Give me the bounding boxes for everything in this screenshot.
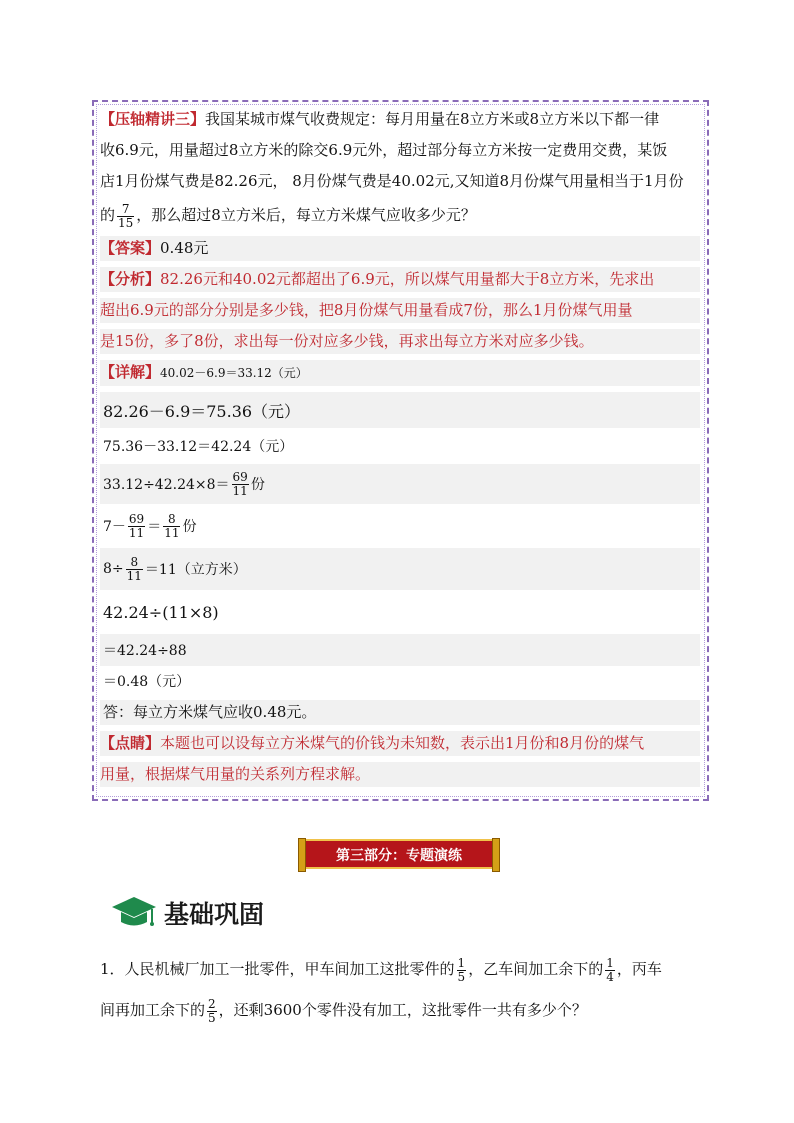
detail-step-5: 7－ $\frac{69}{11}$ ＝ $\frac{8}{11}$ 份 [103,511,197,540]
scroll-roll-left [298,838,306,872]
graduation-cap-icon [110,893,158,933]
comment-text-1: 本题也可以设每立方米煤气的价钱为未知数，表示出1月份和8月份的煤气 [160,734,645,752]
comment-line-2: 用量，根据煤气用量的关系列方程求解。 [100,762,700,787]
question-1-line-2: 间再加工余下的 $\frac{2}{5}$ ，还剩3600个零件没有加工，这批零件一共有多少个？ [100,996,587,1025]
question-1-line-1: 1．人民机械厂加工一批零件，甲车间加工这批零件的 $\frac{1}{5}$ ，乙车间加工余下的 $\frac{1}{4}$ ，丙车 [100,955,662,984]
problem-text-1: 我国某城市煤气收费规定：每月用量在8立方米或8立方米以下都一律 [205,110,660,128]
fraction-1-5: $\frac{1}{5}$ [457,955,466,984]
banner-label: 第三部分：专题演练 [336,848,462,864]
detail-step-7: 42.24÷(11×8) [103,602,219,622]
problem-line-2: 收6.9元，用量超过8立方米的除交6.9元外，超过部分每立方米按一定费用交费，某饭 [100,141,668,159]
problem-content [100,107,700,787]
detail-step-3: 75.36－33.12＝42.24（元） [103,439,294,455]
analysis-line-1 [100,267,700,292]
detail-final: 答：每立方米煤气应收0.48元。 [100,700,700,725]
problem-line-3: 店1月份煤气费是82.26元， 8月份煤气费是40.02元,又知道8月份煤气用量相当于1月份 [100,172,684,190]
fraction-69-11: $\frac{69}{11}$ [232,469,248,498]
fraction-8-11-b: $\frac{8}{11}$ [126,554,142,583]
comment-tag: 【点睛】 [100,734,161,752]
detail-step-4: 33.12÷42.24×8＝ $\frac{69}{11}$ 份 [100,464,700,504]
problem-line-1 [100,107,700,132]
section-title: 基础巩固 [164,900,265,929]
analysis-text-1: 82.26元和40.02元都超出了6.9元，所以煤气用量都大于8立方米，先求出 [160,270,655,288]
detail-step-2: 82.26－6.9＝75.36（元） [100,392,700,428]
scroll-roll-right [492,838,500,872]
problem-text-4b: ，那么超过8立方米后，每立方米煤气应收多少元？ [136,206,476,224]
analysis-line-3: 是15份，多了8份，求出每一份对应多少钱，再求出每立方米对应多少钱。 [100,329,700,354]
fraction-7-15: $\frac{7}{15}$ [118,201,134,230]
problem-text-4a: 的 [100,206,116,224]
detail-step-9: ＝0.48（元） [103,674,191,690]
section-heading [110,893,264,933]
analysis-tag: 【分析】 [100,270,161,288]
section-banner [304,839,494,869]
fraction-69-11-b: $\frac{69}{11}$ [128,511,145,540]
detail-step-1: 40.02－6.9＝33.12（元） [160,366,308,380]
answer-value: 0.48元 [160,239,209,257]
answer-tag: 【答案】 [100,239,161,257]
fraction-2-5: $\frac{2}{5}$ [208,996,216,1025]
fraction-8-11: $\frac{8}{11}$ [164,511,180,540]
problem-line-4 [100,198,700,232]
detail-tag: 【详解】 [100,363,161,381]
analysis-line-2: 超出6.9元的部分分别是多少钱，把8月份煤气用量看成7份，那么1月份煤气用量 [100,298,700,323]
fraction-1-4: $\frac{1}{4}$ [606,955,614,984]
comment-line-1 [100,731,700,756]
detail-line-1 [100,360,700,386]
detail-step-8: ＝42.24÷88 [100,634,700,666]
answer-line [100,236,700,261]
detail-step-6: 8÷ $\frac{8}{11}$ ＝11（立方米） [100,548,700,590]
problem-tag: 【压轴精讲三】 [100,110,206,128]
